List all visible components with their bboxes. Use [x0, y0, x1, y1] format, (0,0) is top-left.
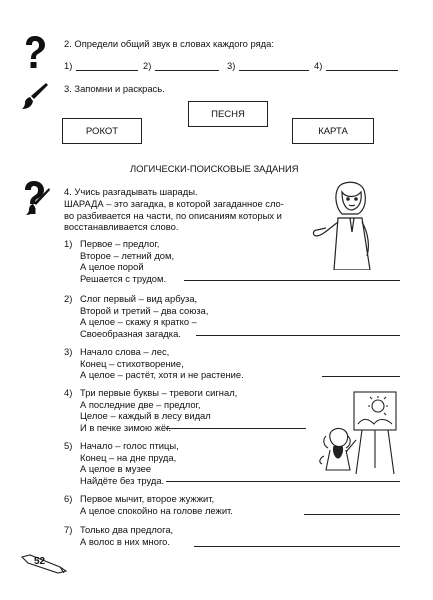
answer-line[interactable] — [194, 546, 400, 547]
riddle-line: Найдёте без труда. — [80, 474, 165, 486]
riddle-2 — [64, 293, 304, 341]
riddle-line: А целое порой — [80, 261, 144, 273]
definition-line: ШАРАДА – это загадка, в которой загаданное сло- — [64, 198, 284, 209]
riddle-line: А целое спокойно на голове лежит. — [80, 504, 233, 516]
riddle-line: Решается с трудом. — [80, 272, 167, 284]
task2-title: 2. Определи общий звук в словах каждого ряда: — [64, 38, 274, 49]
riddle-number: 4) — [64, 387, 73, 398]
answer-line[interactable] — [184, 280, 400, 281]
answer-line-4[interactable] — [326, 70, 398, 71]
riddle-line: Своеобразная загадка. — [80, 327, 181, 339]
riddle-line: А целое в музее — [80, 463, 152, 475]
riddle-number: 1) — [64, 238, 73, 249]
riddle-line: И в печке зимою жёг. — [80, 421, 172, 433]
riddle-line: Конец – на дне пруда, — [80, 451, 177, 463]
teacher-illustration — [312, 180, 380, 270]
question-brush-icon — [22, 180, 50, 220]
page-number: 52 — [34, 556, 46, 567]
answer-line-2[interactable] — [155, 70, 219, 71]
riddle-line: Начало – голос птицы, — [80, 440, 179, 451]
riddle-line: Первое – предлог, — [80, 238, 160, 249]
section-title: ЛОГИЧЕСКИ-ПОИСКОВЫЕ ЗАДАНИЯ — [130, 163, 299, 174]
blank-label-3: 3) — [227, 60, 236, 71]
riddle-line: А целое – скажу я кратко – — [80, 316, 197, 328]
riddle-line: А последние две – предлог, — [80, 398, 201, 410]
paintbrush-icon — [22, 82, 48, 110]
riddle-line: Только два предлога, — [80, 524, 174, 535]
blank-label-2: 2) — [143, 60, 152, 71]
blank-label-4: 4) — [314, 60, 323, 71]
riddle-line: Первое мычит, второе жужжит, — [80, 493, 215, 504]
word-box-top[interactable]: ПЕСНЯ — [188, 101, 268, 127]
question-mark-icon — [22, 35, 48, 69]
painter-at-easel-illustration — [316, 388, 400, 476]
word-box-right[interactable]: КАРТА — [292, 118, 374, 144]
riddle-number: 7) — [64, 524, 73, 535]
riddle-line: А целое – растёт, хотя и не растение. — [80, 369, 244, 381]
riddle-line: Второй и третий – два союза, — [80, 304, 209, 316]
answer-line-1[interactable] — [76, 70, 138, 71]
definition — [64, 198, 284, 233]
riddle-line: Второе – летний дом, — [80, 249, 175, 261]
answer-line[interactable] — [196, 335, 400, 336]
riddle-number: 5) — [64, 440, 73, 451]
word-box-left[interactable]: РОКОТ — [62, 118, 142, 144]
definition-line: восстанавливается слово. — [64, 221, 179, 233]
task2-blanks — [64, 60, 400, 74]
answer-line-3[interactable] — [239, 70, 309, 71]
answer-line[interactable] — [322, 376, 400, 377]
task4-title: 4. Учись разгадывать шарады. — [64, 186, 198, 197]
answer-line[interactable] — [166, 481, 400, 482]
riddle-7 — [64, 524, 264, 548]
riddle-number: 3) — [64, 346, 73, 357]
riddle-number: 6) — [64, 493, 73, 504]
answer-line[interactable] — [166, 428, 306, 429]
blank-label-1: 1) — [64, 60, 73, 71]
riddle-line: Три первые буквы – тревоги сигнал, — [80, 387, 238, 398]
riddle-line: Начало слова – лес, — [80, 346, 170, 357]
task3-title: 3. Запомни и раскрась. — [64, 83, 165, 94]
riddle-number: 2) — [64, 293, 73, 304]
page-number-flag — [20, 553, 70, 575]
riddle-line: Конец – стихотворение, — [80, 357, 184, 369]
answer-line[interactable] — [304, 514, 400, 515]
riddle-1 — [64, 238, 294, 286]
riddle-line: Слог первый – вид арбуза, — [80, 293, 198, 304]
riddle-line: Целое – каждый в лесу видал — [80, 410, 211, 422]
definition-line: во разбивается на части, по описаниям которых и — [64, 209, 282, 221]
riddle-line: А волос в них много. — [80, 535, 170, 547]
